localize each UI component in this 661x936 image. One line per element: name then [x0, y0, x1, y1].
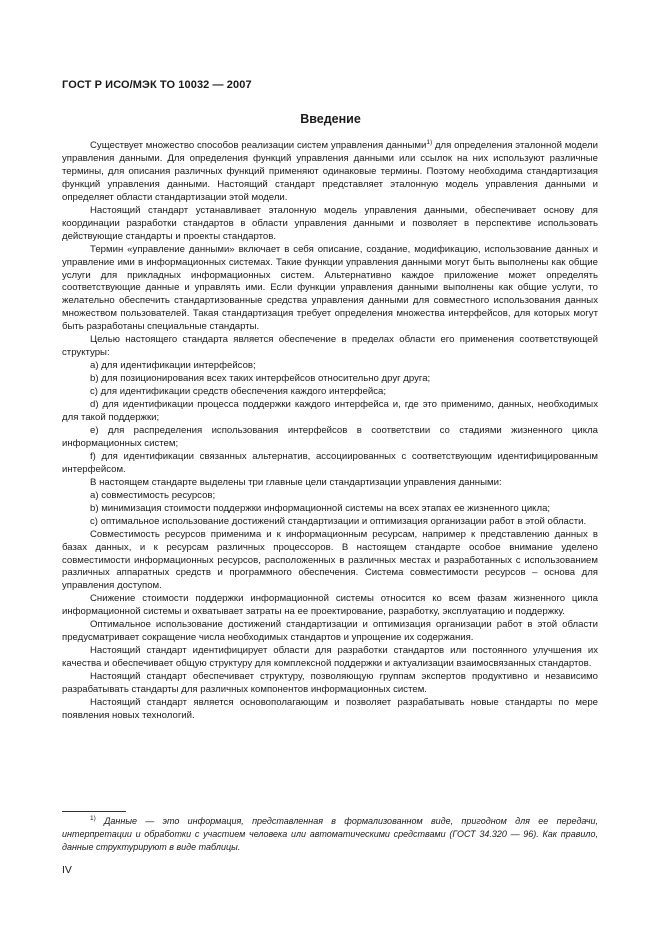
page-number: IV	[62, 864, 72, 876]
paragraph: Целью настоящего стандарта является обеспечение в пределах области его применения соответствующей структуры:	[62, 334, 598, 359]
paragraph: Оптимальное использование достижений стандартизации и оптимизация организации работ в этой области предусматривает сокращение числа необходимых стандартов и упрощение их содержания.	[62, 619, 598, 644]
paragraph: Термин «управление данными» включает в себя описание, создание, модификацию, использование данных и управление ими в информационных системах. Такие функции управления данными могут быть выполнены как общие услуги для прикладных информационных систем. Альтернативно каждое приложение может определять соответствующие данные и управлять ими. Если функции управления данными выполнены как общие услуги, то желательно обеспечить стандартизованные средства управления данными для совместного использования данных множеством пользователей. Такая стандартизация требует определения множества интерфейсов, для которых могут быть разработаны специальные стандарты.	[62, 243, 598, 333]
list-item: b) для позиционирования всех таких интерфейсов относительно друг друга;	[90, 373, 431, 385]
paragraph: В настоящем стандарте выделены три главные цели стандартизации управления данными:	[90, 476, 502, 488]
footnote-text: Данные — это информация, представленная в формализованном виде, пригодном для ее передачи, интерпретации и обработки с участием человека или автоматическими средствами (ГОСТ 34.320 — 96). Как правило, данные структурируют в виде таблицы.	[62, 816, 598, 852]
footnote-mark: 1)	[90, 815, 96, 822]
section-title: Введение	[300, 112, 361, 126]
paragraph: Настоящий стандарт идентифицирует области для разработки стандартов или постоянного улучшения их качества и обеспечивает общую структуру для комплексной поддержки и актуализации взаимосвязанных стандартов.	[62, 645, 598, 670]
list-item: f) для идентификации связанных альтернатив, ассоциированных с соответствующим идентифицированным интерфейсом.	[62, 450, 598, 475]
paragraph: Настоящий стандарт является основополагающим и позволяет разрабатывать новые стандарты по мере появления новых технологий.	[62, 696, 598, 721]
list-item: d) для идентификации процесса поддержки каждого интерфейса и, где это применимо, данных, необходимых для такой поддержки;	[62, 399, 598, 424]
body-text	[62, 140, 598, 723]
footnote-divider	[62, 811, 126, 812]
document-code-header: ГОСТ Р ИСО/МЭК ТО 10032 — 2007	[62, 79, 252, 91]
paragraph: Настоящий стандарт обеспечивает структуру, позволяющую группам экспертов продуктивно и независимо разрабатывать стандарты для различных компонентов информационных систем.	[62, 671, 598, 696]
footnote	[62, 815, 598, 854]
paragraph: Настоящий стандарт устанавливает эталонную модель управления данными, обеспечивает основу для координации разработки стандартов в области управления данными и позволяет в перспективе использовать действующие стандарты и проекты стандартов.	[62, 204, 598, 242]
footnote-reference[interactable]: 1)	[426, 138, 433, 146]
list-item: a) для идентификации интерфейсов;	[90, 360, 256, 372]
list-item: e) для распределения использования интерфейсов в соответствии со стадиями жизненного цикла информационных систем;	[62, 424, 598, 449]
list-item: c) для идентификации средств обеспечения каждого интерфейса;	[90, 386, 387, 398]
paragraph: Снижение стоимости поддержки информационной системы относится ко всем фазам жизненного цикла информационной системы и охватывает затраты на ее проектирование, разработку, эксплуатацию и поддержку.	[62, 593, 598, 618]
list-item: a) совместимость ресурсов;	[90, 489, 216, 501]
paragraph: Совместимость ресурсов применима и к информационным ресурсам, например к представлению данных в базах данных, и к ресурсам различных процессоров. В настоящем стандарте особое внимание уделено совместимости информационных ресурсов, расположенных в различных местах и разработанных с использованием различных аппаратных средств и программного обеспечения. Система совместимости ресурсов – основа для управления доступом.	[62, 528, 598, 592]
paragraph-intro: Существует множество способов реализации систем управления данными$^{1)}$ для определения эталонной модели управления данными. Для определения функций управления данными или ссылок на них используют различные термины, для описания различных функций применяют одинаковые термины. Поэтому необходима стандартизация функций управления данными. Настоящий стандарт представляет эталонную модель управления данными и определяет области стандартизации этой модели.	[62, 138, 599, 203]
list-item: b) минимизация стоимости поддержки информационной системы на всех этапах ее жизненного цикла;	[90, 502, 551, 514]
list-item: c) оптимальное использование достижений стандартизации и оптимизация организации работ в этой области.	[90, 515, 587, 527]
